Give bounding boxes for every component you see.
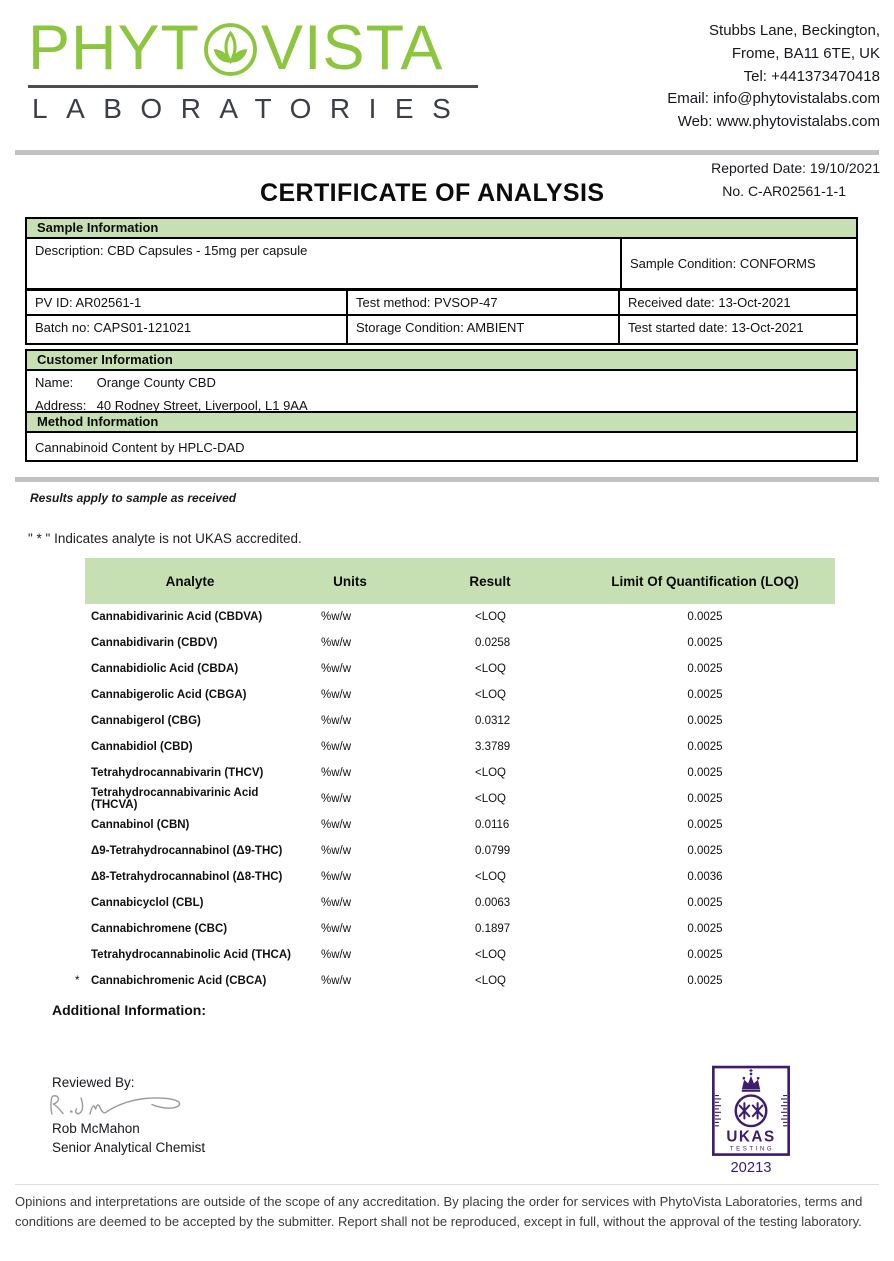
result-value: <LOQ [475, 975, 507, 987]
analyte-name: Cannabigerolic Acid (CBGA) [91, 689, 247, 701]
loq-value: 0.0025 [687, 923, 723, 935]
result-value: 0.0116 [475, 819, 510, 831]
results-table-body [75, 604, 835, 994]
sample-description: Description: CBD Capsules - 15mg per capsule [27, 239, 622, 288]
table-row [85, 942, 835, 968]
reported-date: Reported Date: 19/10/2021 [711, 160, 880, 176]
phytovista-logo [28, 13, 478, 125]
logo-text-left: PHYT [28, 13, 201, 83]
analyte-name: Cannabigerol (CBG) [91, 715, 201, 727]
analyte-cell [85, 897, 295, 909]
table-row [85, 916, 835, 942]
result-value: 0.0258 [475, 637, 511, 649]
analyte-name: Tetrahydrocannabinolic Acid (THCA) [91, 949, 291, 961]
loq-value: 0.0025 [687, 793, 723, 805]
logo-subtitle: LABORATORIES [28, 85, 478, 125]
analyte-name: Cannabichromene (CBC) [91, 923, 228, 935]
section-divider [15, 477, 879, 482]
table-row [85, 682, 835, 708]
analyte-name: Tetrahydrocannabivarin (THCV) [91, 767, 264, 779]
table-row [85, 656, 835, 682]
table-row [27, 291, 856, 316]
loq-value: 0.0025 [687, 715, 723, 727]
loq-value: 0.0025 [687, 611, 723, 623]
analyte-cell [85, 767, 295, 779]
table-row [27, 316, 856, 343]
customer-address: 40 Rodney Street, Liverpool, L1 9AA [96, 398, 308, 413]
table-row [85, 838, 835, 864]
analyte-name: Δ8-Tetrahydrocannabinol (Δ8-THC) [91, 871, 283, 883]
analyte-name: Cannabidivarinic Acid (CBDVA) [91, 611, 263, 623]
customer-details [27, 371, 856, 413]
analyte-cell [85, 871, 295, 883]
handwritten-signature [44, 1086, 204, 1124]
analyte-name: Cannabidivarin (CBDV) [91, 637, 218, 649]
table-row [85, 734, 835, 760]
units-value: %w/w [321, 949, 352, 961]
batch-no: Batch no: CAPS01-121021 [27, 316, 348, 343]
loq-value: 0.0025 [687, 975, 723, 987]
lab-contact-block [667, 20, 880, 134]
result-value: 0.0799 [475, 845, 511, 857]
units-value: %w/w [321, 611, 352, 623]
table-row [85, 630, 835, 656]
footer-divider [15, 1184, 879, 1185]
units-value: %w/w [321, 975, 352, 987]
table-row [85, 760, 835, 786]
contact-web: Web: www.phytovistalabs.com [677, 113, 880, 131]
footer-disclaimer: Opinions and interpretations are outside of the scope of any accreditation. By placing the order for services with PhytoVista Laboratories, terms and conditions are deemed to be accepted by the submitter. Report shall not be reproduced, except in full, without the approval of the testing laboratory. [15, 1194, 863, 1229]
leaf-icon [203, 22, 258, 77]
column-header-loq: Limit Of Quantification (LOQ) [611, 573, 799, 589]
analyte-name: Cannabidiol (CBD) [91, 741, 193, 753]
table-row [85, 812, 835, 838]
analyte-name: Δ9-Tetrahydrocannabinol (Δ9-THC) [91, 845, 283, 857]
column-header-result: Result [469, 573, 511, 589]
loq-value: 0.0025 [687, 637, 723, 649]
contact-address-line2: Frome, BA11 6TE, UK [731, 44, 880, 62]
analyte-cell [85, 689, 295, 701]
sample-information-table [25, 217, 858, 345]
loq-value: 0.0025 [687, 689, 723, 701]
ukas-label: UKAS [726, 1128, 776, 1146]
result-value: <LOQ [475, 949, 507, 961]
units-value: %w/w [321, 897, 352, 909]
results-table [75, 558, 835, 994]
customer-name-line [35, 375, 848, 390]
table-row [85, 604, 835, 630]
method-description: Cannabinoid Content by HPLC-DAD [35, 440, 245, 455]
analyte-name: Cannabichromenic Acid (CBCA) [91, 975, 267, 987]
analyte-name: Cannabidiolic Acid (CBDA) [91, 663, 239, 675]
storage-condition: Storage Condition: AMBIENT [348, 316, 620, 343]
column-header-units: Units [333, 573, 367, 589]
result-value: <LOQ [475, 767, 507, 779]
test-started-date: Test started date: 13-Oct-2021 [628, 320, 804, 335]
customer-name: Orange County CBD [96, 375, 216, 390]
units-value: %w/w [321, 845, 352, 857]
units-value: %w/w [321, 871, 352, 883]
loq-value: 0.0025 [687, 767, 723, 779]
loq-value: 0.0025 [687, 741, 723, 753]
page-title: CERTIFICATE OF ANALYSIS [260, 179, 605, 207]
units-value: %w/w [321, 637, 352, 649]
table-row [75, 968, 835, 994]
analyte-cell [85, 663, 295, 675]
analyte-cell [85, 845, 295, 857]
analyte-name: Cannabicyclol (CBL) [91, 897, 204, 909]
accreditation-note: " * " Indicates analyte is not UKAS accredited. [28, 531, 302, 546]
analyte-cell [85, 787, 295, 811]
reviewer-title: Senior Analytical Chemist [52, 1140, 206, 1155]
test-method: Test method: PVSOP-47 [348, 291, 620, 314]
units-value: %w/w [321, 663, 352, 675]
analyte-name: Tetrahydrocannabivarinic Acid (THCVA) [91, 787, 259, 811]
table-row [85, 708, 835, 734]
analyte-cell [85, 949, 295, 961]
analyte-cell [85, 715, 295, 727]
table-row [85, 890, 835, 916]
result-value: <LOQ [475, 663, 507, 675]
analyte-cell [85, 611, 295, 623]
reviewed-by-label: Reviewed By: [52, 1075, 135, 1090]
loq-value: 0.0025 [687, 819, 723, 831]
table-row [85, 864, 835, 890]
customer-name-label: Name: [35, 375, 74, 390]
analyte-cell [75, 975, 295, 987]
result-value: 0.0063 [475, 897, 511, 909]
column-header-analyte: Analyte [165, 573, 215, 589]
units-value: %w/w [321, 923, 352, 935]
units-value: %w/w [321, 767, 352, 779]
reviewer-name: Rob McMahon [52, 1121, 140, 1136]
analyte-name: Cannabinol (CBN) [91, 819, 190, 831]
loq-value: 0.0025 [687, 845, 723, 857]
result-value: <LOQ [475, 611, 507, 623]
customer-address-line [35, 398, 848, 413]
received-date: Received date: 13-Oct-2021 [628, 295, 791, 310]
loq-value: 0.0025 [687, 663, 723, 675]
analyte-cell [85, 637, 295, 649]
contact-tel: Tel: +441373470418 [743, 67, 880, 85]
certificate-number: No. C-AR02561-1-1 [722, 183, 846, 199]
units-value: %w/w [321, 819, 352, 831]
pv-id: PV ID: AR02561-1 [27, 291, 348, 314]
ukas-number: 20213 [730, 1159, 772, 1176]
result-value: 3.3789 [475, 741, 511, 753]
result-value: <LOQ [475, 689, 507, 701]
table-row [85, 786, 835, 812]
result-value: 0.0312 [475, 715, 511, 727]
result-value: <LOQ [475, 793, 507, 805]
results-table-header [85, 558, 835, 604]
not-accredited-asterisk: * [75, 975, 80, 987]
analyte-cell [85, 923, 295, 935]
table-row [27, 239, 856, 291]
customer-information-table [25, 349, 858, 462]
ukas-type-label: TESTING [729, 1145, 775, 1153]
units-value: %w/w [321, 715, 352, 727]
units-value: %w/w [321, 689, 352, 701]
sample-condition: Sample Condition: CONFORMS [630, 256, 816, 271]
additional-information-label: Additional Information: [52, 1002, 206, 1018]
contact-address-line1: Stubbs Lane, Beckington, [709, 22, 880, 39]
contact-email: Email: info@phytovistalabs.com [667, 90, 880, 108]
ukas-accreditation-mark [710, 1064, 792, 1183]
analyte-cell [85, 741, 295, 753]
sample-information-header: Sample Information [27, 219, 856, 239]
sample-received-note: Results apply to sample as received [30, 491, 237, 505]
units-value: %w/w [321, 741, 352, 753]
method-information-header: Method Information [27, 413, 856, 433]
result-value: 0.1897 [475, 923, 511, 935]
logo-text-right: VISTA [261, 13, 444, 83]
customer-address-label: Address: [35, 398, 87, 413]
loq-value: 0.0036 [687, 871, 723, 883]
units-value: %w/w [321, 793, 352, 805]
loq-value: 0.0025 [687, 949, 723, 961]
logo-brand-text [28, 13, 478, 83]
header-divider [15, 150, 879, 155]
customer-information-header: Customer Information [27, 351, 856, 371]
result-value: <LOQ [475, 871, 507, 883]
loq-value: 0.0025 [687, 897, 723, 909]
analyte-cell [85, 819, 295, 831]
